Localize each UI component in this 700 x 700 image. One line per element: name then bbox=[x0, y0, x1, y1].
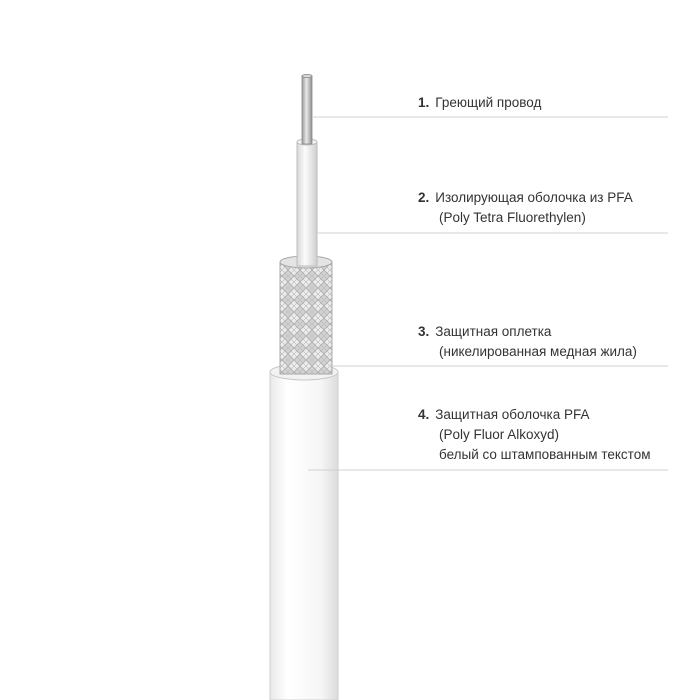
callout-4-line-3: белый со штампованным текстом bbox=[439, 447, 651, 462]
callout-1-line-1: Греющий провод bbox=[435, 95, 542, 110]
callout-4-number: 4. bbox=[418, 407, 430, 422]
callout-4-line-2: (Poly Fluor Alkoxyd) bbox=[439, 427, 560, 442]
pfa-insulation bbox=[297, 139, 317, 266]
callout-1-number: 1. bbox=[418, 95, 430, 110]
callout-2 bbox=[418, 188, 633, 228]
callout-4 bbox=[418, 405, 651, 465]
callout-3-line-2: (никелированная медная жила) bbox=[439, 344, 637, 359]
callout-3-line-1: Защитная оплетка bbox=[435, 324, 552, 339]
outer-jacket bbox=[270, 364, 338, 700]
callout-1 bbox=[418, 93, 541, 113]
callout-2-number: 2. bbox=[418, 190, 430, 205]
callout-4-line-1: Защитная оболочка PFA bbox=[435, 407, 590, 422]
callout-3-number: 3. bbox=[418, 324, 430, 339]
callout-2-line-1: Изолирующая оболочка из PFA bbox=[435, 190, 633, 205]
heating-wire bbox=[302, 74, 312, 144]
callout-2-line-2: (Poly Tetra Fluorethylen) bbox=[439, 210, 586, 225]
callout-3 bbox=[418, 322, 637, 362]
braided-shield bbox=[280, 256, 332, 374]
